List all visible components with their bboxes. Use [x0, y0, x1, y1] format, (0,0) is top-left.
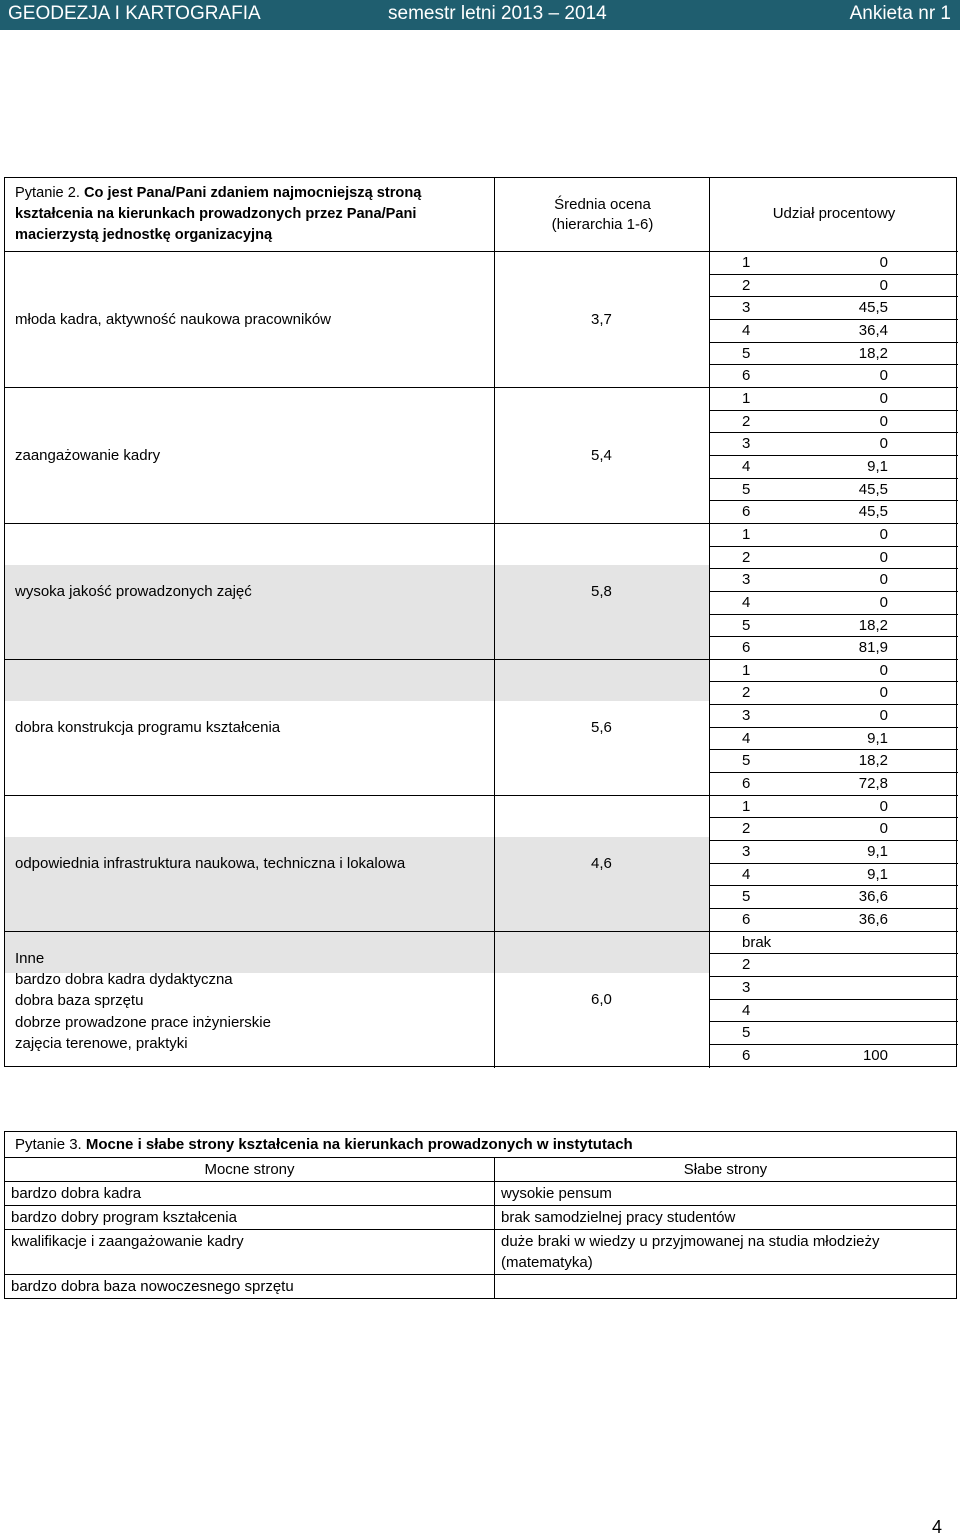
percentage-column-header: Udział procentowy	[772, 205, 896, 222]
rating-level: 2	[742, 684, 751, 702]
row-average: 6,0	[591, 991, 612, 1008]
rating-level: 4	[742, 865, 751, 883]
rating-percentage: 100	[862, 1046, 888, 1064]
document-header-bar	[0, 0, 960, 30]
weakness-cell: duże braki w wiedzy u przyjmowanej na studia młodzieży (matematyka)	[495, 1230, 957, 1275]
distribution-row	[710, 433, 958, 456]
rating-level: 3	[742, 299, 751, 317]
header-faculty: GEODEZJA I KARTOGRAFIA	[8, 3, 261, 24]
distribution-row	[710, 886, 958, 909]
distribution-row	[710, 818, 958, 841]
rating-level: 4	[742, 321, 751, 339]
rating-percentage: 9,1	[867, 865, 888, 883]
distribution-row	[710, 479, 958, 502]
row-average: 5,6	[591, 719, 612, 736]
question-2-title: Co jest Pana/Pani zdaniem najmocniejszą stroną kształcenia na kierunkach prowadzonych przez Pana/Pani macierzystą jednostkę organizacyjną	[15, 185, 422, 243]
distribution-row	[710, 796, 958, 819]
rating-level: 2	[742, 956, 751, 974]
rating-percentage: 36,6	[858, 911, 888, 929]
distribution-row	[710, 615, 958, 638]
rating-percentage: 36,4	[858, 321, 888, 339]
question-3-table	[4, 1131, 957, 1299]
distribution-row	[710, 297, 958, 320]
distribution-row	[710, 660, 958, 683]
header-semester: semestr letni 2013 – 2014	[388, 3, 607, 24]
question-3-heading: Pytanie 3. Mocne i słabe strony kształcenia na kierunkach prowadzonych w instytutach	[5, 1132, 957, 1158]
strength-cell: bardzo dobra baza nowoczesnego sprzętu	[5, 1275, 495, 1299]
rating-level: 5	[742, 616, 751, 634]
rating-percentage: 0	[879, 820, 888, 838]
distribution-row	[710, 750, 958, 773]
distribution-row	[710, 773, 958, 796]
rating-percentage: 0	[879, 412, 888, 430]
rating-level: 4	[742, 1001, 751, 1019]
rating-level: 3	[742, 843, 751, 861]
rating-percentage: 0	[879, 276, 888, 294]
distribution-row	[710, 637, 958, 660]
rating-level: 5	[742, 480, 751, 498]
rating-percentage: 9,1	[867, 729, 888, 747]
row-label: zaangażowanie kadry	[15, 447, 161, 464]
rating-percentage: 0	[879, 435, 888, 453]
rating-percentage: 0	[879, 684, 888, 702]
rating-percentage: 0	[879, 525, 888, 543]
distribution-row	[710, 728, 958, 751]
rating-level: 6	[742, 639, 751, 657]
weakness-cell: wysokie pensum	[495, 1182, 957, 1206]
row-average: 4,6	[591, 855, 612, 872]
weaknesses-header: Słabe strony	[495, 1158, 957, 1182]
rating-percentage: 0	[879, 367, 888, 385]
page-number: 4	[931, 1517, 942, 1537]
rating-level: 2	[742, 276, 751, 294]
rating-level: 4	[742, 729, 751, 747]
distribution-row	[710, 501, 958, 524]
distribution-row	[710, 320, 958, 343]
weakness-cell: brak samodzielnej pracy studentów	[495, 1206, 957, 1230]
rating-level: 4	[742, 457, 751, 475]
rating-level: 1	[742, 389, 751, 407]
rating-level: 3	[742, 979, 751, 996]
rating-percentage: 45,5	[858, 299, 888, 317]
rating-level: 5	[742, 752, 751, 770]
average-column-header: Średnia ocena (hierarchia 1-6)	[551, 196, 654, 233]
distribution-row	[710, 909, 958, 932]
rating-level: 5	[742, 888, 751, 906]
distribution-row	[710, 1022, 958, 1045]
distribution-row	[710, 252, 958, 275]
rating-level: 3	[742, 571, 751, 589]
rating-percentage: 18,2	[858, 344, 888, 362]
header-survey: Ankieta nr 1	[849, 3, 951, 24]
rating-level: brak	[742, 933, 772, 951]
rating-percentage: 18,2	[858, 616, 888, 634]
distribution-row	[710, 547, 958, 570]
rating-level: 2	[742, 820, 751, 838]
rating-level: 6	[742, 367, 751, 385]
rating-level: 3	[742, 435, 751, 453]
rating-level: 4	[742, 593, 751, 611]
row-average: 5,8	[591, 583, 612, 600]
strength-cell: bardzo dobra kadra	[5, 1182, 495, 1206]
distribution-row	[710, 954, 958, 977]
rating-percentage: 0	[879, 797, 888, 815]
rating-level: 1	[742, 525, 751, 543]
strengths-header: Mocne strony	[5, 1158, 495, 1182]
rating-level: 6	[742, 503, 751, 521]
distribution-row	[710, 864, 958, 887]
question-2-prefix: Pytanie 2.	[15, 185, 84, 201]
rating-level: 1	[742, 797, 751, 815]
rating-level: 1	[742, 254, 751, 271]
rating-percentage: 72,8	[858, 775, 888, 793]
rating-percentage: 0	[879, 548, 888, 566]
row-average: 3,7	[591, 311, 612, 328]
distribution-row	[710, 1045, 958, 1068]
rating-percentage: 0	[879, 593, 888, 611]
rating-percentage: 9,1	[867, 843, 888, 861]
rating-level: 2	[742, 412, 751, 430]
distribution-row	[710, 592, 958, 615]
distribution-row	[710, 388, 958, 411]
strength-cell: bardzo dobry program kształcenia	[5, 1206, 495, 1230]
rating-percentage: 45,5	[858, 480, 888, 498]
distribution-row	[710, 977, 958, 1000]
rating-level: 2	[742, 548, 751, 566]
row-label: wysoka jakość prowadzonych zajęć	[15, 583, 252, 600]
distribution-row	[710, 365, 958, 388]
rating-percentage: 36,6	[858, 888, 888, 906]
rating-percentage: 0	[879, 389, 888, 407]
row-label: młoda kadra, aktywność naukowa pracowników	[15, 311, 331, 328]
rating-level: 5	[742, 344, 751, 362]
row-label: dobra konstrukcja programu kształcenia	[15, 719, 281, 736]
weakness-cell	[495, 1275, 957, 1299]
rating-percentage: 0	[879, 707, 888, 725]
distribution-row	[710, 569, 958, 592]
percentage-distribution	[710, 252, 958, 1068]
row-label-other: Inne bardzo dobra kadra dydaktyczna dobra baza sprzętu dobrze prowadzone prace inżynierskie zajęcia terenowe, praktyki	[15, 950, 271, 1052]
distribution-row	[710, 524, 958, 547]
distribution-row	[710, 343, 958, 366]
rating-level: 1	[742, 661, 751, 679]
rating-percentage: 0	[879, 571, 888, 589]
distribution-row	[710, 1000, 958, 1023]
rating-level: 3	[742, 707, 751, 725]
distribution-row	[710, 841, 958, 864]
distribution-row	[710, 456, 958, 479]
distribution-row	[710, 682, 958, 705]
distribution-row	[710, 411, 958, 434]
rating-level: 6	[742, 775, 751, 793]
question-2-table	[4, 177, 957, 1067]
row-label: odpowiednia infrastruktura naukowa, techniczna i lokalowa	[15, 855, 406, 872]
distribution-row	[710, 705, 958, 728]
rating-percentage: 18,2	[858, 752, 888, 770]
strength-cell: kwalifikacje i zaangażowanie kadry	[5, 1230, 495, 1275]
rating-percentage: 45,5	[858, 503, 888, 521]
row-average: 5,4	[591, 447, 612, 464]
rating-percentage: 0	[879, 661, 888, 679]
distribution-row	[710, 932, 958, 955]
rating-level: 6	[742, 1046, 751, 1064]
rating-percentage: 9,1	[867, 457, 888, 475]
rating-percentage: 81,9	[858, 639, 888, 657]
rating-level: 5	[742, 1024, 751, 1042]
rating-percentage: 0	[879, 254, 888, 271]
distribution-row	[710, 275, 958, 298]
question-2-heading	[15, 183, 485, 246]
rating-level: 6	[742, 911, 751, 929]
